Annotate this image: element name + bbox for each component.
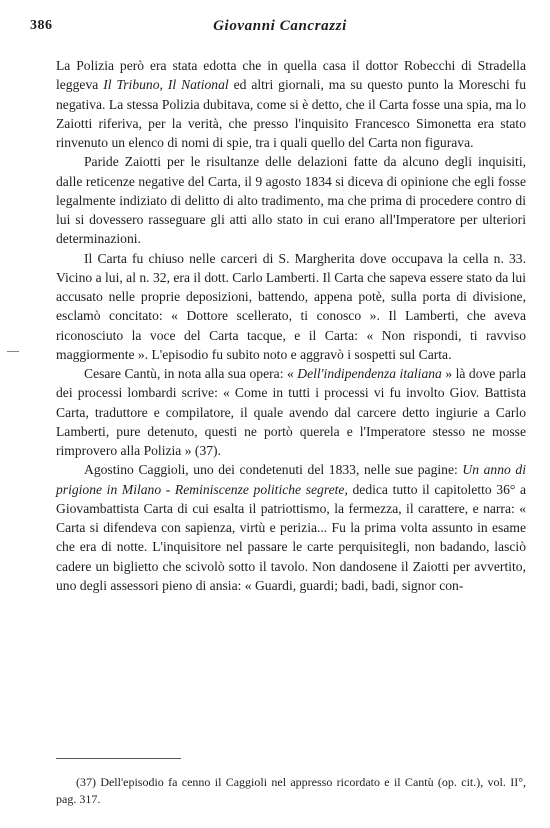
text-segment: Paride Zaiotti per le risultanze delle delazioni fatte da alcuno degli inquisiti, dalle reticenze negative del Carta, il 9 agosto 1834 si diceva di opinione che egli fosse legalmente indiziato di delitto di alto tradimento, ma che prima di procedere contro di lui si dovessero rasseguare gli atti allo stato in cui erano all'Imperatore per ulteriori determinazioni. bbox=[56, 154, 526, 247]
text-segment: » là dove parla dei processi lombardi scrive: « Come in tutti i processi vi fu involto Giov. Battista Carta, traduttore e compilatore, il quale avendo dal carcere detto ingiurie a Carlo Lamberti, pure detenuto, questi ne portò querela e l'Imperatore stesso ne mosse rimprovero alla Polizia » (37). bbox=[56, 366, 526, 458]
paragraph bbox=[56, 56, 526, 152]
text-segment: ed altri giornali, ma su questo punto la Moreschi fu negativa. La stessa Polizia dubitava, come si è detto, che il Carta fosse una spia, ma lo Zaiotti riferiva, per la verità, che presso l'inquisito Francesco Simonetta era stato rinvenuto un elenco di nomi di spie, tra i quali quello del Carta non figurava. bbox=[56, 77, 526, 150]
page-header bbox=[30, 18, 530, 40]
paragraph bbox=[56, 460, 526, 595]
italic-title: Dell'indipendenza italiana bbox=[297, 366, 442, 381]
footnote-divider bbox=[56, 758, 181, 759]
italic-title: Un anno di prigione in Milano - Reminiscenze politiche segrete, bbox=[56, 462, 526, 497]
text-segment: Il Carta fu chiuso nelle carceri di S. Margherita dove occupava la cella n. 33. Vicino a lui, al n. 32, era il dott. Carlo Lamberti. Il Carta che sapeva essere stato da lui accusato nelle proprie deposizioni, battendo, appena potè, sulla porta di divisione, esclamò concitato: « Dottore scellerato, ti conosco ». Il Lamberti, che aveva riconosciuto la voce del Carta tacque, e il Carta: « Non rispondi, ti ravviso maggiormente ». L'episodio fu subito noto e aggravò i sospetti sul Carta. bbox=[56, 250, 526, 362]
paragraph bbox=[56, 364, 526, 460]
running-head: Giovanni Cancrazzi bbox=[213, 18, 347, 34]
body-text bbox=[56, 56, 526, 595]
text-segment: Cesare Cantù, in nota alla sua opera: « bbox=[84, 366, 298, 381]
paragraph bbox=[56, 152, 526, 248]
text-segment: La Polizia però era stata edotta che in quella casa il dottor Robecchi di Stradella leggeva bbox=[56, 58, 526, 93]
text-segment: dedica tutto il capitoletto 36° a Giovambattista Carta di cui esalta il patriottismo, la fermezza, il carattere, e narra: « Carta si difendeva con sapienza, virtù e perizia... Fu la prima volta assunto in esame che era di notte. L'inquisitore nel passare le carte perquisitegli, non badando, lasciò cadere un biglietto che scivolò sotto il tavolo. Non dandosene il Zaiotti per avvertito, uno degli assessori pieno di ansia: « Guardi, guardi; badi, badi, signor con- bbox=[56, 481, 526, 593]
italic-title: Il Tribuno, Il National bbox=[103, 77, 229, 93]
text-segment: Agostino Caggioli, uno dei condetenuti del 1833, nelle sue pagine: bbox=[84, 462, 463, 478]
margin-mark: — bbox=[7, 343, 19, 357]
page-number: 386 bbox=[30, 18, 53, 33]
paragraph bbox=[56, 249, 526, 365]
footnote: (37) Dell'episodio fa cenno il Caggioli nel appresso ricordato e il Cantù (op. cit.), vol. II°, pag. 317. bbox=[56, 775, 526, 806]
